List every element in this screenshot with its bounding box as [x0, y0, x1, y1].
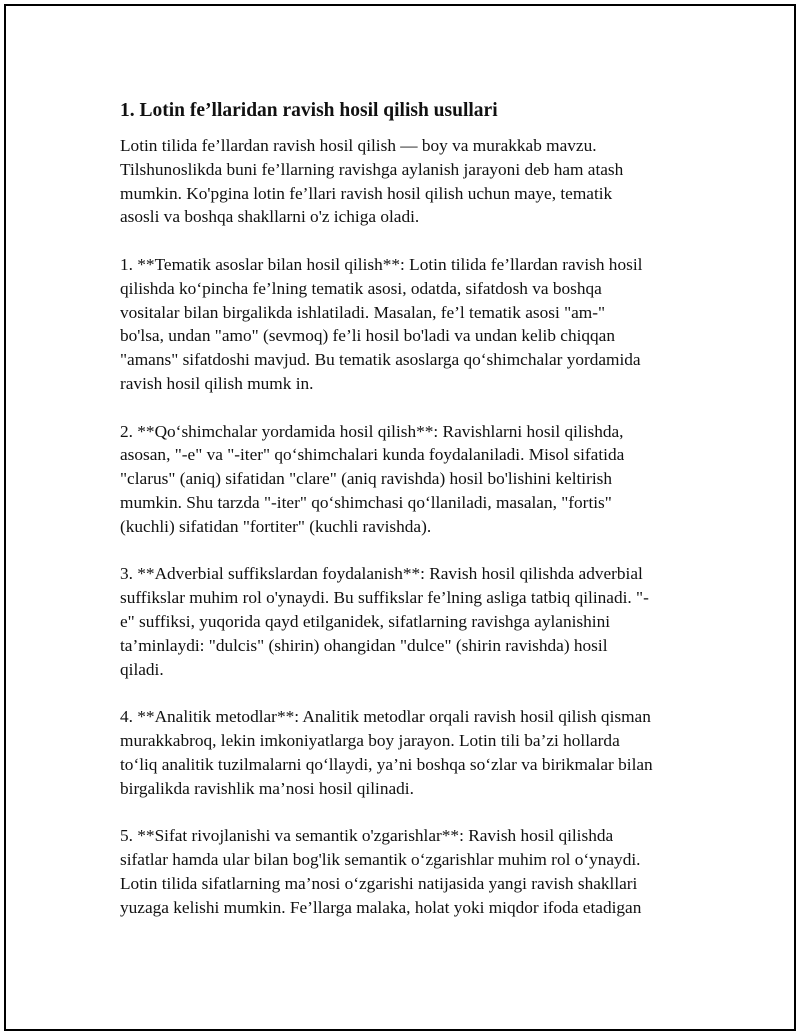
text-line: qiladi. — [120, 659, 164, 679]
paragraph — [120, 562, 685, 681]
text-line: murakkabroq, lekin imkoniyatlarga boy jarayon. Lotin tili ba’zi hollarda — [120, 730, 620, 750]
text-line: 4. **Analitik metodlar**: Analitik metodlar orqali ravish hosil qilish qisman — [120, 707, 651, 727]
text-line: mumkin. Shu tarzda "-iter" qo‘shimchasi qo‘llaniladi, masalan, "fortis" — [120, 492, 612, 512]
paragraph — [120, 253, 685, 396]
text-line: e" suffiksi, yuqorida qayd etilganidek, sifatlarning ravishga aylanishini — [120, 611, 611, 631]
paragraph — [120, 134, 685, 229]
text-line: Lotin tilida sifatlarning ma’nosi o‘zgarishi natijasida yangi ravish shakllari — [120, 873, 638, 893]
text-line: suffikslar muhim rol o'ynaydi. Bu suffikslar fe’lning asliga tatbiq qilinadi. "- — [120, 588, 649, 608]
document-content — [120, 98, 685, 943]
paragraph — [120, 824, 685, 919]
text-line: mumkin. Ko'pgina lotin fe’llari ravish hosil qilish uchun maye, tematik — [120, 183, 613, 203]
text-line: (kuchli) sifatidan "fortiter" (kuchli ravishda). — [120, 516, 432, 536]
text-line: Lotin tilida fe’llardan ravish hosil qilish — boy va murakkab mavzu. — [120, 136, 597, 155]
text-line: 3. **Adverbial suffikslardan foydalanish**: Ravish hosil qilishda adverbial — [120, 564, 643, 584]
paragraph — [120, 420, 685, 539]
text-line: ravish hosil qilish mumk in. — [120, 373, 314, 393]
text-line: vositalar bilan birgalikda ishlatiladi. Masalan, fe’l tematik asosi "am-" — [120, 302, 606, 322]
text-line: bo'lsa, undan "amo" (sevmoq) fe’li hosil bo'ladi va undan kelib chiqqan — [120, 326, 615, 346]
text-line: "amans" sifatdoshi mavjud. Bu tematik asoslarga qo‘shimchalar yordamida — [120, 350, 641, 370]
text-line: birgalikda ravishlik ma’nosi hosil qilinadi. — [120, 778, 414, 798]
paragraph — [120, 705, 685, 800]
paragraph-list — [120, 134, 685, 919]
text-line: ta’minlaydi: "dulcis" (shirin) ohangidan "dulce" (shirin ravishda) hosil — [120, 635, 608, 655]
text-line: sifatlar hamda ular bilan bog'lik semantik o‘zgarishlar muhim rol o‘ynaydi. — [120, 849, 641, 869]
text-line: 1. **Tematik asoslar bilan hosil qilish**: Lotin tilida fe’llardan ravish hosil — [120, 254, 643, 274]
text-line: yuzaga kelishi mumkin. Fe’llarga malaka, holat yoki miqdor ifoda etadigan — [120, 897, 642, 917]
text-line: qilishda ko‘pincha fe’lning tematik asosi, odatda, sifatdosh va boshqa — [120, 278, 602, 298]
text-line: Tilshunoslikda buni fe’llarning ravishga aylanish jarayoni deb ham atash — [120, 159, 624, 179]
document-page — [4, 4, 796, 1031]
text-line: asosan, "-e" va "-iter" qo‘shimchalari kunda foydalaniladi. Misol sifatida — [120, 445, 625, 465]
text-line: 2. **Qo‘shimchalar yordamida hosil qilish**: Ravishlarni hosil qilishda, — [120, 421, 624, 441]
text-line: "clarus" (aniq) sifatidan "clare" (aniq ravishda) hosil bo'lishini keltirish — [120, 469, 613, 489]
section-heading: 1. Lotin fe’llaridan ravish hosil qilish usullari — [120, 100, 498, 121]
text-line: asosli va boshqa shakllarni o'z ichiga oladi. — [120, 207, 420, 227]
text-line: 5. **Sifat rivojlanishi va semantik o'zgarishlar**: Ravish hosil qilishda — [120, 826, 614, 846]
text-line: to‘liq analitik tuzilmalarni qo‘llaydi, ya’ni boshqa so‘zlar va birikmalar bilan — [120, 754, 653, 774]
